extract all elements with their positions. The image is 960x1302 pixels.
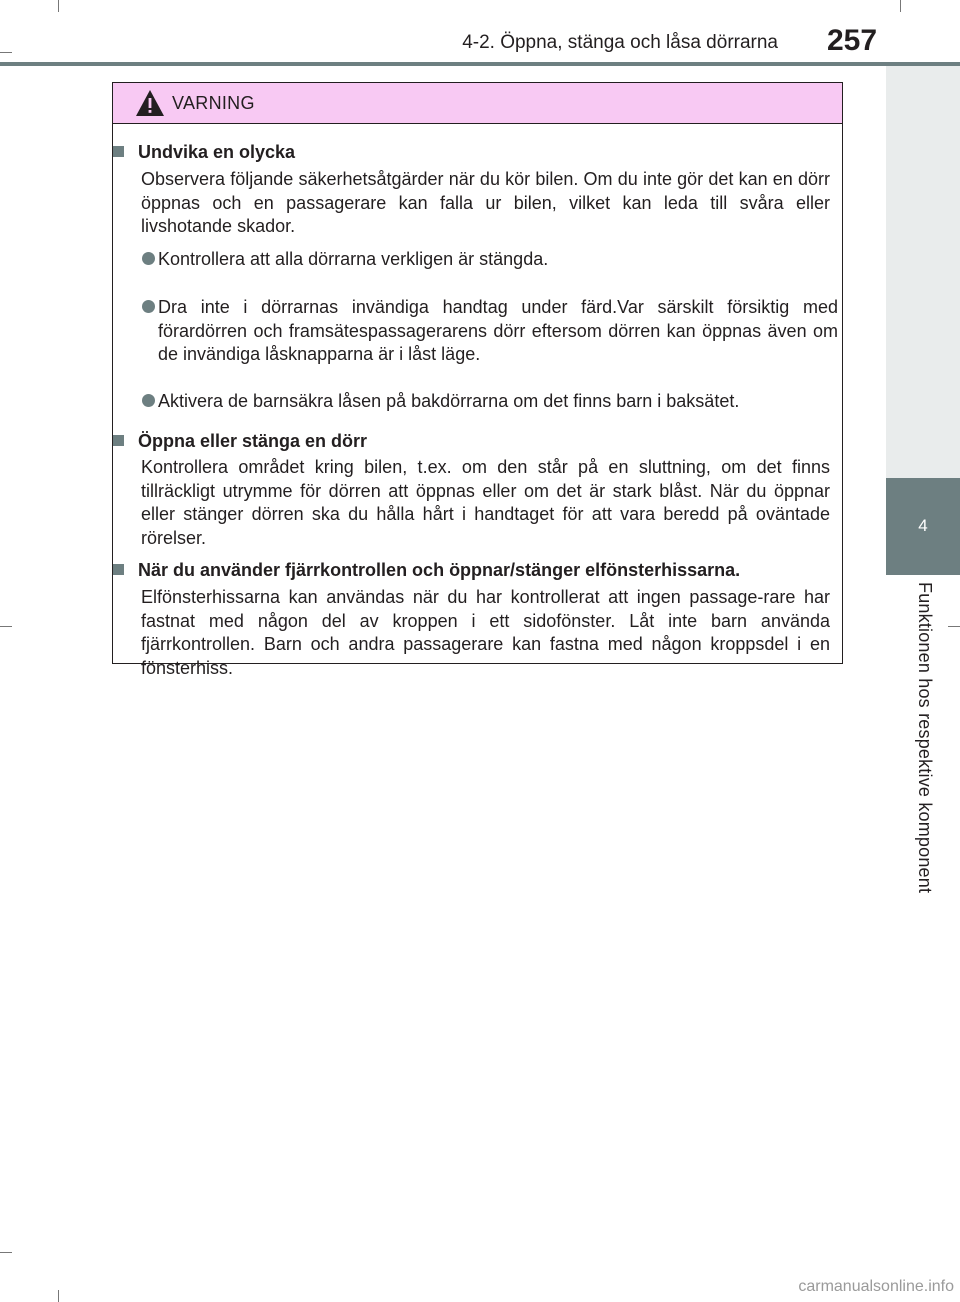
warning-title: VARNING (172, 93, 255, 113)
paragraph: Elfönsterhissarna kan användas när du har kontrollerat att ingen passage-rare har fastnat med någon del av kroppen i ett sidofönster. Låt inte barn använda fjärrkontrollen. Barn och andra passagerare kan fastna med någon kroppsdel i en fönsterhiss. (141, 587, 830, 678)
square-bullet-icon (113, 435, 124, 446)
square-bullet-icon (113, 146, 124, 157)
crop-mark (58, 0, 59, 12)
list-item-text: Kontrollera att alla dörrarna verkligen är stängda. (158, 249, 549, 269)
crop-mark (0, 1252, 12, 1253)
list-item-text: Aktivera de barnsäkra låsen på bakdörrarna om det finns barn i baksätet. (158, 391, 740, 411)
round-bullet-icon (142, 300, 155, 313)
warning-header (113, 83, 842, 124)
round-bullet-icon (142, 252, 155, 265)
list-item (142, 248, 838, 272)
crop-mark (0, 52, 12, 53)
crop-mark (900, 0, 901, 12)
warning-box (112, 82, 843, 678)
section-heading: 4-2. Öppna, stänga och låsa dörrarna (462, 32, 778, 53)
crop-mark (58, 1290, 59, 1302)
list-item (142, 296, 838, 367)
header-rule (0, 62, 960, 66)
list-item (142, 390, 838, 414)
crop-mark (0, 626, 12, 627)
page-number: 257 (827, 24, 878, 57)
side-tab-background (886, 66, 960, 478)
chapter-number: 4 (918, 516, 928, 535)
section-title-text: Undvika en olycka (138, 142, 296, 162)
chapter-title: Funktionen hos respektive komponent (915, 582, 935, 894)
paragraph: Kontrollera området kring bilen, t.ex. om den står på en sluttning, om det finns tillräckligt utrymme för dörren att öppnas eller om det är stark blåst. När du öppnar eller stänger dörren ska du hålla hårt i handtaget för att vara beredd på oväntade rörelser. (141, 457, 830, 548)
list-item-text: Dra inte i dörrarnas invändiga handtag under färd.Var särskilt försiktig med förardörren och framsätespassagerarens dörr eftersom dörren kan öppnas även om de invändiga låsknapparna är i låst läge. (158, 297, 838, 364)
section-title-text: Öppna eller stänga en dörr (138, 431, 368, 451)
square-bullet-icon (113, 564, 124, 575)
watermark: carmanualsonline.info (798, 1278, 954, 1295)
warning-triangle-icon (135, 89, 165, 117)
section-title-text: När du använder fjärrkontrollen och öppnar/stänger elfönsterhissarna. (138, 560, 741, 580)
crop-mark (948, 626, 960, 627)
round-bullet-icon (142, 394, 155, 407)
paragraph: Observera följande säkerhetsåtgärder när du kör bilen. Om du inte gör det kan en dörr öppnas och en passagerare kan falla ur bilen, vilket kan leda till svåra eller livshotande skador. (141, 169, 830, 236)
